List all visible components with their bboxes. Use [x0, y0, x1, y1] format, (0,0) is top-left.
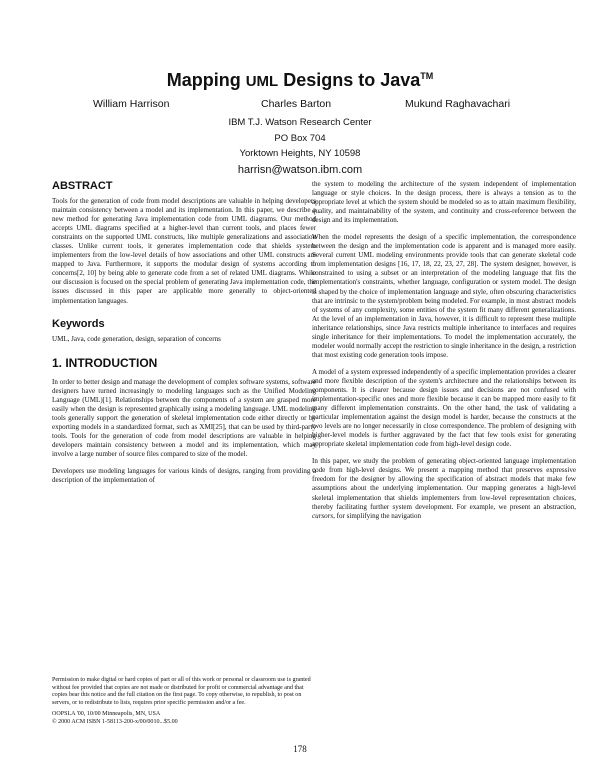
left-column: [52, 180, 316, 493]
introduction-paragraph-2: Developers use modeling languages for various kinds of designs, ranging from providing a description of the implementation of: [52, 467, 316, 485]
abstract-text: Tools for the generation of code from model descriptions are valuable in helping developers maintain consistency between a model and its implementation. In this paper, we describe a new method for generating Java implementation code from UML diagrams. Our method accepts UML diagrams specified at a higher-level than current tools, and places fewer constraints on the supported UML constructs, like multiple generalizations and association classes. Unlike current tools, it generates implementation code that shields system implementers from the low-level details of how associations and other UML constructs are mapped to Java. Furthermore, it supports the modular design of systems according to concerns[2, 10] by being able to generate code from a set of related UML diagrams. While our discussion is focused on the special problem of generating Java implementation code, the issues discussed in this paper are applicable more generally to object-oriented implementation languages.: [52, 197, 316, 305]
author-email: harrisn@watson.ibm.com: [237, 164, 363, 176]
author-1: William Harrison: [93, 98, 170, 110]
abstract-heading: ABSTRACT: [52, 180, 113, 192]
cursors-term: cursors: [312, 511, 334, 520]
right-paragraph-4: [312, 457, 576, 520]
right-paragraph-1: the system to modeling the architecture of the system independent of implementation language or style choices. In the design process, there is always a tension as to the appropriate level at which the system should be modeled so as to attain maximum flexibility, quality, and maintainability of the system, and continuity and cross-reference between the design and its implementation.: [312, 180, 576, 225]
author-list: [0, 98, 600, 112]
title-uml: UML: [245, 73, 279, 90]
title-trademark: TM: [420, 71, 434, 81]
copyright-info: © 2000 ACM ISBN 1-58113-200-x/00/0010...$5.00: [52, 718, 178, 725]
author-2: Charles Barton: [261, 98, 332, 110]
right-paragraph-2: When the model represents the design of a specific implementation, the correspondence between the design and the implementation code is apparent and is managed more easily. Several current UML modeling environments provide tools that can generate skeletal code from implementation designs [16, 17, 18, 22, 23, 27, 28]. The system designer, however, is constrained to using a subset or an interpretation of the modeling language that fits the implementation's constraints, whether language, configuration or system model. The design is shaped by the choice of implementation language and style, often obscuring characteristics that are intrinsic to the system/problem being modeled. For example, in most abstract models of systems of any complexity, some entities of the system fit many different generalizations. At the level of an implementation in Java, however, it is difficult to represent these multiple inheritance relationships, since Java restricts multiple inheritance to interfaces and requires single inheritance for their implementations. To model the implementation accurately, the modeler would normally accept the restriction to single inheritance in the design, a restriction that most existing code generation tools impose.: [312, 233, 576, 359]
right-paragraph-3: A model of a system expressed independently of a specific implementation provides a clearer and more flexible description of the system's architecture and the relationships between its components. It is clearer because design issues and decisions are not confused with implementation-specific ones and more flexible because it can be mapped more easily to fit many different implementation constraints. On the other hand, the task of validating a particular implementation against the design model is harder, because the constructs at the two levels are no longer necessarily in close correspondence. The problem of designing with higher-level models is further aggravated by the fact that few tools exist for generating appropriate skeletal implementation code from high-level design code.: [312, 367, 576, 449]
permission-notice: Permission to make digital or hard copies of part or all of this work or personal or classroom use is granted without fee provided that copies are not made or distributed for profit or commercial advantage and that copies bear this notice and the full citation on the first page. To copy otherwise, to republish, to post on servers, or to redistribute to lists, requires prior specific permission and/or a fee.: [52, 677, 311, 706]
paper-title: [0, 70, 600, 91]
affiliation-line-2: PO Box 704: [274, 133, 326, 144]
right-paragraph-4-text: In this paper, we study the problem of generating object-oriented language implementation code from high-level designs. We present a mapping method that preserves expressive freedom for the designer by allowing the specification of abstract models that make few assumptions about the underlying implementation. Our mapping generates a high-level skeletal implementation that shields implementers from low-level representation choices, thereby facilitating further system development. For example, we present an abstraction,: [312, 457, 576, 511]
conference-info: OOPSLA '00, 10/00 Minneapolis, MN, USA: [52, 711, 161, 718]
introduction-paragraph-1: In order to better design and manage the development of complex software systems, software designers have turned increasingly to modeling languages such as the Unified Modeling Language (UML)[1]. Relationships between the components of a system are grasped more easily when the design is represented graphically using a modeling language. UML modeling tools generally support the generation of skeletal implementation code either directly or by exporting models in a standardized format, such as XMI[25], that can be used by third-party tools. Tools for the generation of code from model descriptions are valuable in helping developers maintain consistency between a model and its implementation, which may involve a large number of source files compared to size of the model.: [52, 377, 316, 458]
page-number: 178: [293, 744, 307, 754]
title-part1: Mapping: [166, 70, 241, 90]
keywords-heading: Keywords: [52, 317, 105, 330]
affiliation-line-1: IBM T.J. Watson Research Center: [228, 117, 372, 128]
copyright-footnote: [52, 677, 316, 727]
affiliation-line-3: Yorktown Heights, NY 10598: [239, 148, 361, 159]
author-3: Mukund Raghavachari: [405, 98, 511, 110]
right-column: [312, 180, 576, 529]
introduction-heading: 1. INTRODUCTION: [52, 355, 158, 370]
title-part2: Designs to Java: [278, 70, 421, 90]
right-paragraph-4-tail: , for simplifying the navigation: [333, 511, 422, 520]
keywords-text: UML, Java, code generation, design, separation of concerns: [52, 334, 221, 343]
